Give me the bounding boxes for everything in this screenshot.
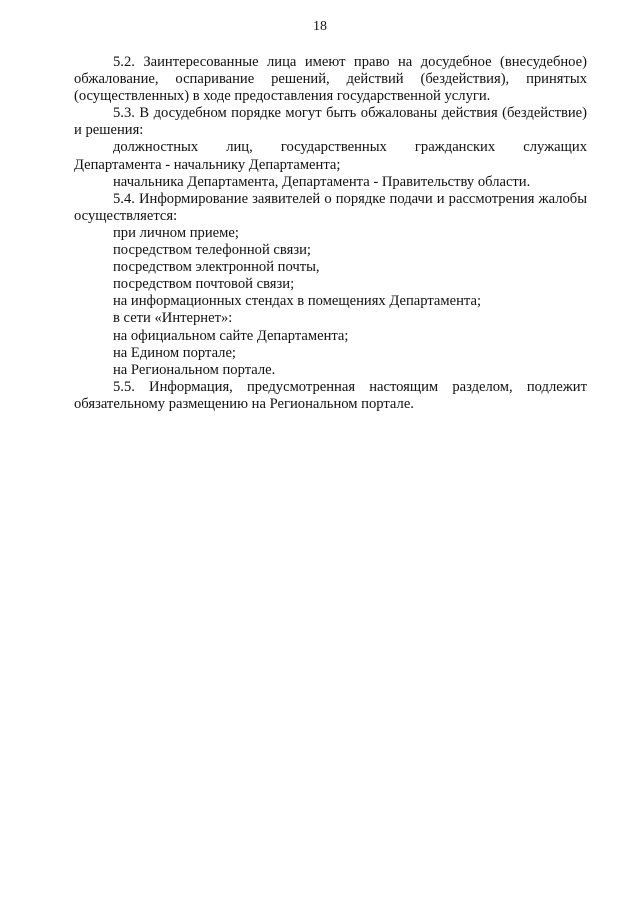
list-item: в сети «Интернет»: — [113, 310, 233, 327]
paragraph-5-5: 5.5. Информация, предусмотренная настоящим разделом, подлежит обязательному размещению на Региональном портале. — [74, 378, 587, 412]
paragraph-5-2: 5.2. Заинтересованные лица имеют право на досудебное (внесудебное) обжалование, оспаривание решений, действий (бездействия), принятых (осуществленных) в ходе предоставления государственной услуги. — [74, 54, 587, 105]
page-number: 18 — [313, 19, 327, 34]
list-item: посредством телефонной связи; — [113, 242, 311, 259]
paragraph-5-3-officials-line1: должностных лиц, государственных гражданских служащих — [113, 139, 587, 156]
list-item: на Едином портале; — [113, 344, 236, 361]
paragraph-5-3: 5.3. В досудебном порядке могут быть обжалованы действия (бездействие) и решения: — [74, 105, 587, 139]
list-item: посредством электронной почты, — [113, 259, 320, 276]
paragraph-5-3-head: начальника Департамента, Департамента - Правительству области. — [113, 173, 531, 190]
list-item: на информационных стендах в помещениях Департамента; — [113, 293, 481, 310]
list-item: на Региональном портале. — [113, 361, 276, 378]
list-item: на официальном сайте Департамента; — [113, 327, 349, 344]
document-body — [74, 54, 587, 413]
paragraph-5-4: 5.4. Информирование заявителей о порядке подачи и рассмотрения жалобы осуществляется: — [74, 190, 587, 224]
list-item: посредством почтовой связи; — [113, 276, 295, 293]
paragraph-5-3-officials-line2: Департамента - начальнику Департамента; — [74, 156, 341, 173]
list-item: при личном приеме; — [113, 224, 239, 241]
